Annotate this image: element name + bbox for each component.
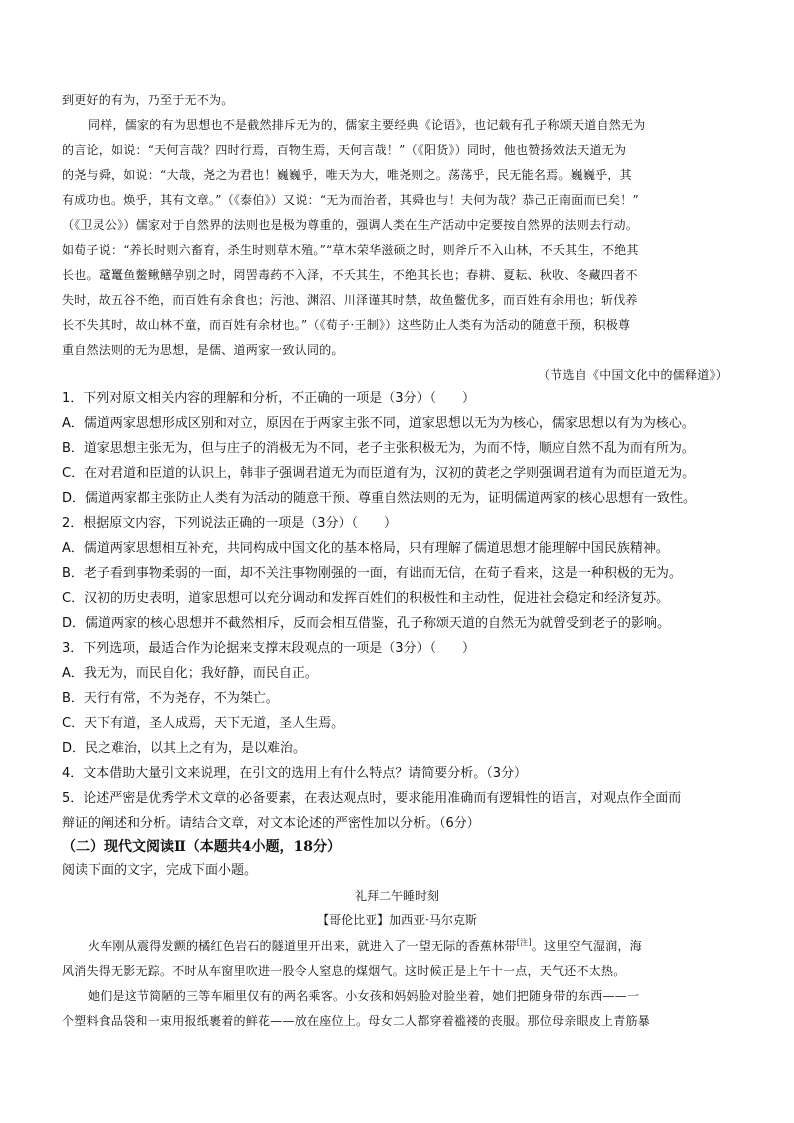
question-3-option-c: C．天下有道，圣人成焉，天下无道，圣人生焉。 — [62, 716, 345, 731]
passage-line: （《卫灵公》）儒家对于自然界的法则也是极为尊重的，强调人类在生产活动中定要按自然界的法则去行动。 — [62, 218, 639, 232]
passage-line: 长不失其时，故山林不童，而百姓有余材也。”（《荀子·王制》）这些防止人类有为活动的随意干预，积极尊 — [62, 318, 631, 332]
question-1-option-a: A．儒道两家思想形成区别和对立，原因在于两家主张不同，道家思想以无为为核心，儒家思想以有为为核心。 — [62, 416, 695, 431]
passage-line: 同样，儒家的有为思想也不是截然排斥无为的，儒家主要经典《论语》，也记载有孔子称颂天道自然无为 — [88, 118, 646, 132]
story-line: 风消失得无影无踪。不时从车窗里吹进一股令人窒息的煤烟气。这时候正是上午十一点，天气还不太热。 — [62, 964, 626, 978]
story-title: 礼拜二午睡时刻 — [354, 889, 439, 903]
question-2-option-a: A．儒道两家思想相互补充，共同构成中国文化的基本格局，只有理解了儒道思想才能理解中国民族精神。 — [62, 541, 669, 556]
question-2-option-d: D．儒道两家的核心思想并不截然相斥，反而会相互借鉴，孔子称颂天道的自然无为就曾受到老子的影响。 — [62, 616, 671, 631]
story-line — [88, 934, 738, 959]
question-2-stem: 2．根据原文内容，下列说法正确的一项是（3分）（ ） — [62, 516, 398, 531]
passage-line: 的言论，如说：“天何言哉？四时行焉，百物生焉，天何言哉！”（《阳货》）同时，他也赞扬效法天道无为 — [62, 143, 627, 157]
question-2-option-b: B．老子看到事物柔弱的一面，却不关注事物刚强的一面，有诎而无信，在荀子看来，这是一种积极的无为。 — [62, 566, 682, 581]
question-1-option-b: B．道家思想主张无为，但与庄子的消极无为不同，老子主张积极无为，为而不恃，顺应自然不乱为而有所为。 — [62, 441, 695, 456]
passage-source: （节选自《中国文化中的儒释道》） — [537, 368, 728, 382]
passage-line: 有成功也。焕乎，其有文章。”（《泰伯》）又说：“无为而治者，其舜也与！夫何为哉？恭己正南面而已矣！” — [62, 193, 639, 207]
question-3-option-d: D．民之难治，以其上之有为，是以难治。 — [62, 741, 307, 756]
question-1-option-c: C．在对君道和臣道的认识上，韩非子强调君道无为而臣道有为，汉初的黄老之学则强调君道有为而臣道无为。 — [62, 466, 696, 481]
question-2-option-c: C．汉初的历史表明，道家思想可以充分调动和发挥百姓们的积极性和主动性，促进社会稳定和经济复苏。 — [62, 591, 670, 606]
question-1-option-d: D．儒道两家都主张防止人类有为活动的随意干预、尊重自然法则的无为，证明儒道两家的核心思想有一致性。 — [62, 491, 697, 506]
question-1-stem: 1．下列对原文相关内容的理解和分析，不正确的一项是（3分）（ ） — [62, 391, 476, 406]
passage-line: 的尧与舜，如说：“大哉，尧之为君也！巍巍乎，唯天为大，唯尧则之。荡荡乎，民无能名焉。巍巍乎，其 — [62, 168, 632, 182]
question-4: 4．文本借助大量引文来说理，在引文的选用上有什么特点？请简要分析。（3分） — [62, 766, 528, 781]
passage-line: 如荀子说：“养长时则六畜育，杀生时则草木殖。”“草木荣华滋硕之时，则斧斤不入山林，不夭其生，不绝其 — [62, 243, 639, 257]
question-3-option-a: A．我无为，而民自化；我好静，而民自正。 — [62, 666, 318, 681]
story-line: 她们是这节简陋的三等车厢里仅有的两名乘客。小女孩和妈妈脸对脸坐着，她们把随身带的东西——一 — [88, 989, 640, 1003]
passage-line: 到更好的有为，乃至于无不为。 — [62, 93, 234, 107]
passage-line: 重自然法则的无为思想，是儒、道两家一致认同的。 — [62, 343, 344, 357]
question-5-line: 5．论述严密是优秀学术文章的必备要素，在表达观点时，要求能用准确而有逻辑性的语言，对观点作全面而 — [62, 791, 682, 806]
passage-line: 失时，故五谷不绝，而百姓有余食也；污池、渊沼、川泽谨其时禁，故鱼鳖优多，而百姓有余用也；斩伐养 — [62, 293, 638, 307]
question-3-option-b: B．天行有常，不为尧存，不为桀亡。 — [62, 691, 279, 706]
story-line: 个塑料食品袋和一束用报纸裹着的鲜花——放在座位上。母女二人都穿着褴褛的丧服。那位母亲眼皮上青筋暴 — [62, 1014, 651, 1028]
question-3-stem: 3．下列选项，最适合作为论据来支撑末段观点的一项是（3分）（ ） — [62, 641, 476, 656]
story-line-tail: 。这里空气湿润，海 — [531, 939, 643, 953]
footnote-mark: [注] — [516, 938, 532, 947]
section-instruction: 阅读下面的文字，完成下面小题。 — [62, 863, 258, 878]
section-heading: （二）现代文阅读Ⅱ（本题共4小题，18分） — [62, 839, 342, 855]
story-author: 【哥伦比亚】加西亚·马尔克斯 — [317, 913, 477, 927]
story-line-text: 火车刚从震得发颤的橘红色岩石的隧道里开出来，就进入了一望无际的香蕉林带 — [88, 939, 517, 953]
passage-line: 长也。鼋鼍鱼鳖鳅鳝孕别之时，罔罟毒药不入泽，不夭其生，不绝其长也；春耕、夏耘、秋收、冬藏四者不 — [62, 268, 638, 282]
question-5-line: 辩证的阐述和分析。请结合文章，对文本论述的严密性加以分析。（6分） — [62, 816, 480, 831]
